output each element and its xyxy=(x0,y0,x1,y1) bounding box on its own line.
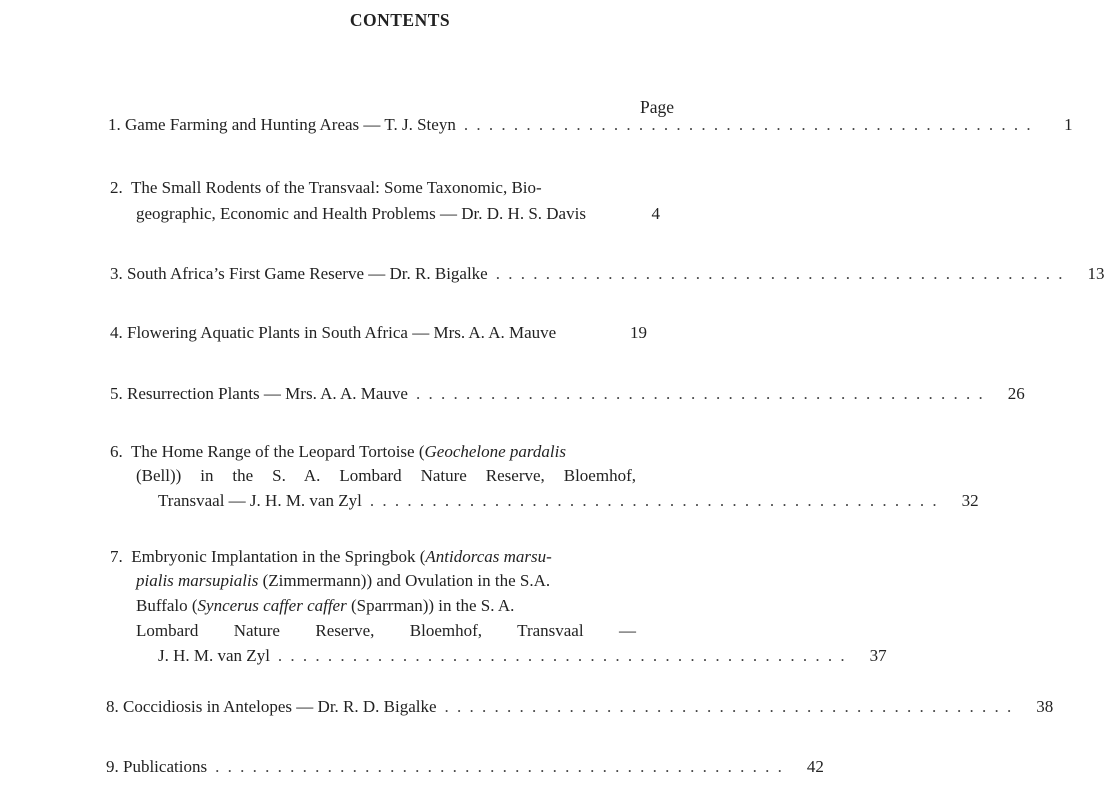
entry-page-number: 37 xyxy=(869,646,887,665)
entry-number: 5. xyxy=(110,384,123,403)
entry-title-line: Transvaal — J. H. M. van Zyl xyxy=(158,491,362,510)
entry-page-number: 13 xyxy=(1087,264,1104,283)
dot-leader: . . . . . . . . . . . . . . . . . . . . . . . . . . . . . . . . . . . . . . . . . . . . . . xyxy=(369,491,939,510)
entry-number: 4. xyxy=(110,323,123,342)
species-name: pialis marsupialis xyxy=(136,571,259,590)
entry-number: 6. xyxy=(110,442,123,461)
species-name: Geochelone pardalis xyxy=(424,442,566,461)
dot-leader: . . . . . . . . . . . . . . . . . . . . . . . . . . . . . . . . . . . . . . . . . . . . . . xyxy=(277,646,847,665)
entry-title: Game Farming and Hunting Areas — T. J. Steyn xyxy=(125,115,456,134)
entry-page-number: 32 xyxy=(961,491,979,510)
page-title: CONTENTS xyxy=(349,10,451,30)
entry-title-line: J. H. M. van Zyl xyxy=(158,646,270,665)
entry-page-number: 1 xyxy=(1064,115,1073,134)
entry-title-line: (Sparrman)) in the S. A. xyxy=(346,596,515,615)
dot-leader: . . . . . . . . . . . . . . . . . . . . . . . . . . . . . . . . . . . . . . . . . . . . . . xyxy=(444,697,1014,716)
entry-page-number: 42 xyxy=(806,757,824,776)
entry-title: Coccidiosis in Antelopes — Dr. R. D. Bigalke xyxy=(123,697,437,716)
entry-title: South Africa’s First Game Reserve — Dr. R. Bigalke xyxy=(127,264,488,283)
species-name: Antidorcas marsu- xyxy=(425,547,552,566)
entry-number: 9. xyxy=(106,757,119,776)
entry-title: Publications xyxy=(123,757,208,776)
entry-title-line: Lombard Nature Reserve, Bloemhof, Transvaal — xyxy=(136,621,636,640)
entry-title-line: Embryonic Implantation in the Springbok ( xyxy=(131,547,426,566)
entry-title-line: (Bell)) in the S. A. Lombard Nature Reserve, Bloemhof, xyxy=(136,466,636,485)
species-name: Syncerus caffer caffer xyxy=(197,596,347,615)
entry-title-line: The Home Range of the Leopard Tortoise ( xyxy=(130,442,425,461)
dot-leader: . . . . . . . . . . . . . . . . . . . . . . . . . . . . . . . . . . . . . . . . . . . . . . xyxy=(463,115,1033,134)
entry-number: 7. xyxy=(110,547,123,566)
entry-title-line: The Small Rodents of the Transvaal: Some Taxonomic, Bio- xyxy=(130,178,542,197)
entry-page-number: 26 xyxy=(1007,384,1025,403)
entry-title-line: geographic, Economic and Health Problems — Dr. D. H. S. Davis xyxy=(136,204,586,223)
entry-number: 3. xyxy=(110,264,123,283)
dot-leader: . . . . . . . . . . . . . . . . . . . . . . . . . . . . . . . . . . . . . . . . . . . . . . xyxy=(415,384,985,403)
entry-number: 1. xyxy=(108,115,121,134)
entry-title: Flowering Aquatic Plants in South Africa — Mrs. A. A. Mauve xyxy=(127,323,557,342)
entry-number: 2. xyxy=(110,178,123,197)
entry-title-line: (Zimmermann)) and Ovulation in the S.A. xyxy=(258,571,551,590)
entry-page-number: 38 xyxy=(1036,697,1054,716)
entry-title: Resurrection Plants — Mrs. A. A. Mauve xyxy=(127,384,408,403)
entry-title-line: Buffalo ( xyxy=(136,596,198,615)
entry-number: 8. xyxy=(106,697,119,716)
dot-leader: . . . . . . . . . . . . . . . . . . . . . . . . . . . . . . . . . . . . . . . . . . . . . . xyxy=(495,264,1065,283)
page-column-header: Page xyxy=(640,97,675,117)
entry-page-number: 4 xyxy=(651,204,660,223)
dot-leader: . . . . . . . . . . . . . . . . . . . . . . . . . . . . . . . . . . . . . . . . . . . . . . xyxy=(215,757,784,776)
entry-page-number: 19 xyxy=(630,323,647,342)
